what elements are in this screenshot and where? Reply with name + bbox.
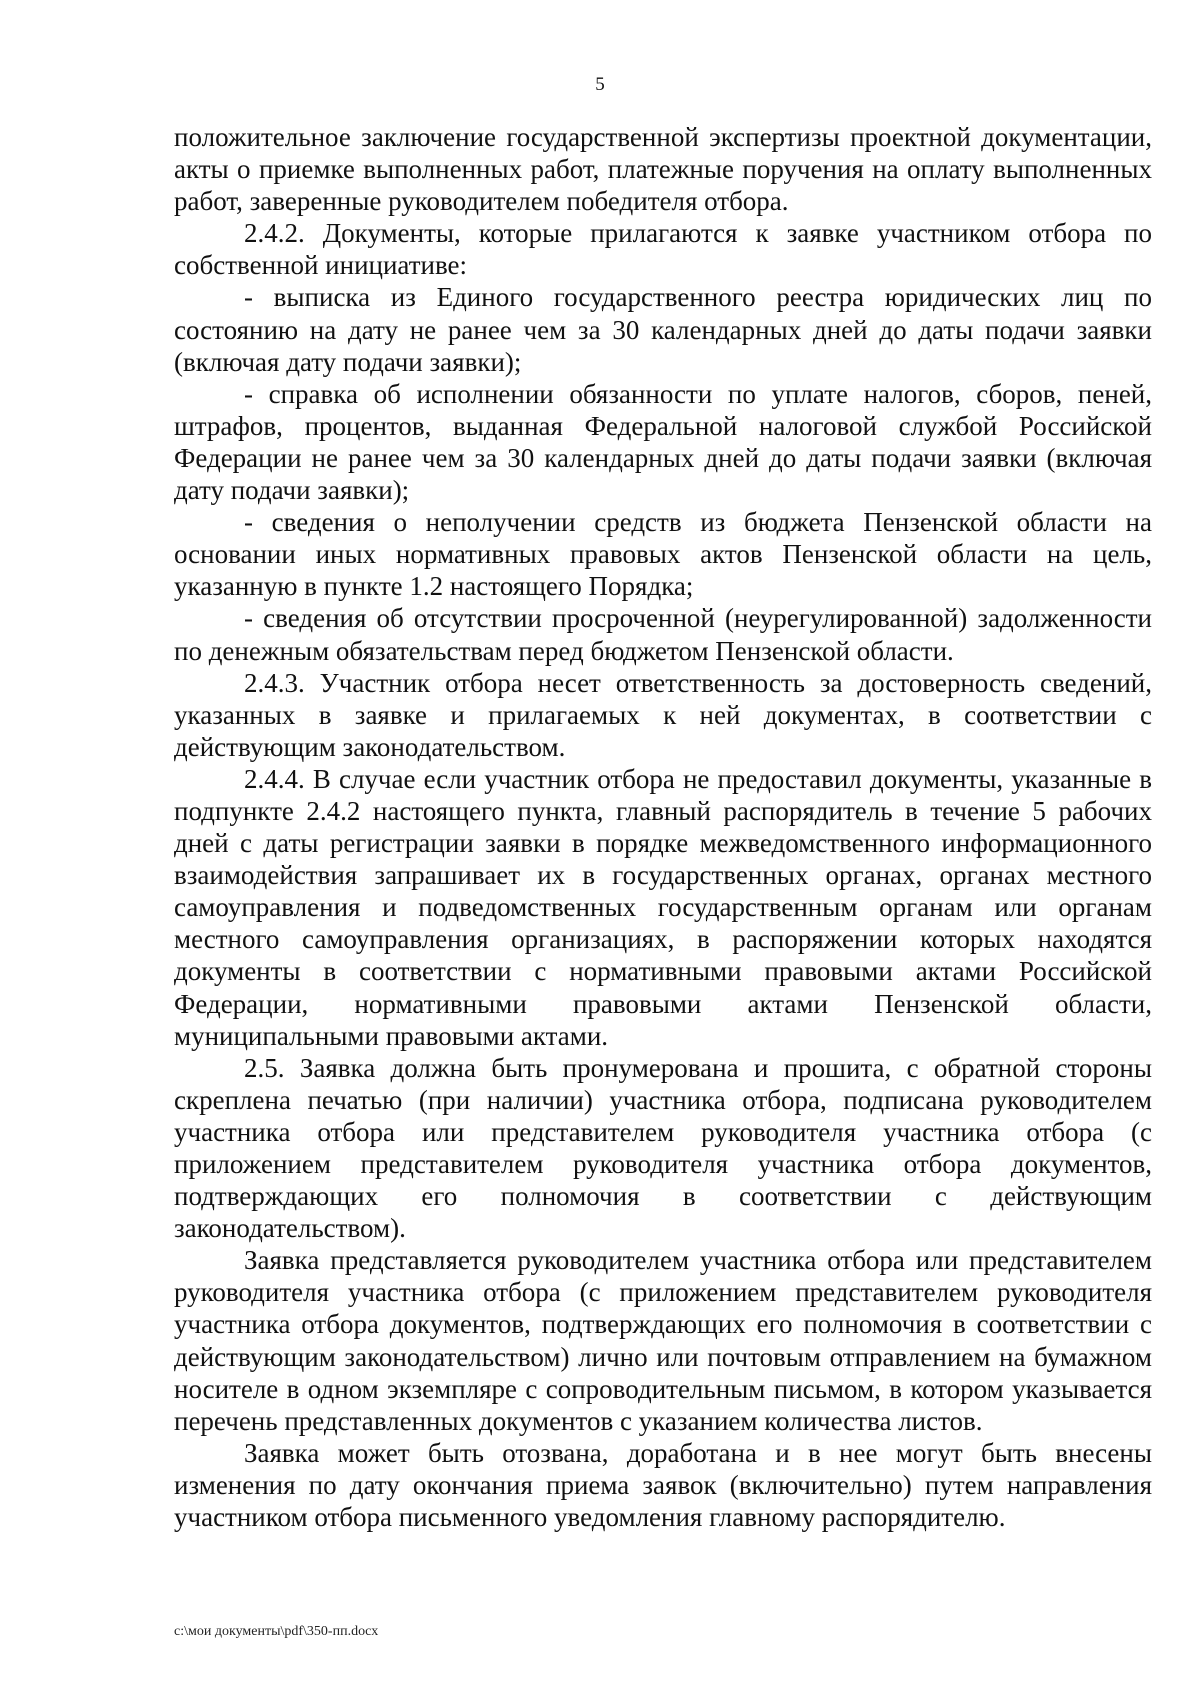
document-body [174,121,1152,1533]
paragraph-continuation: положительное заключение государственной экспертизы проектной документации, акты о приемке выполненных работ, платежные поручения на оплату выполненных работ, заверенные руководителем победителя отбора. [174,122,1152,217]
list-item-debt-info: - сведения об отсутствии просроченной (неурегулированной) задолженности по денежным обязательствам перед бюджетом Пензенской области. [174,603,1152,666]
file-path-footer: c:\мои документы\pdf\350-пп.docx [174,1624,379,1639]
paragraph-2-5: 2.5. Заявка должна быть пронумерована и прошита, с обратной стороны скреплена печатью (при наличии) участника отбора, подписана руководителем участника отбора или представителем руководителя участника отбора (с приложением представителем руководителя участника отбора документов, подтверждающих его полномочия в соответствии с действующим законодательством). [174,1052,1152,1244]
list-item-tax-certificate: - справка об исполнении обязанности по уплате налогов, сборов, пеней, штрафов, процентов, выданная Федеральной налоговой службой Российской Федерации не ранее чем за 30 календарных дней до даты подачи заявки (включая дату подачи заявки); [174,378,1152,506]
paragraph-2-4-3: 2.4.3. Участник отбора несет ответственность за достоверность сведений, указанных в заявке и прилагаемых к ней документах, в соответствии с действующим законодательством. [174,667,1152,762]
page-number: 5 [595,74,605,95]
paragraph-2-4-4: 2.4.4. В случае если участник отбора не предоставил документы, указанные в подпункте 2.4.2 настоящего пункта, главный распорядитель в течение 5 рабочих дней с даты регистрации заявки в порядке межведомственного информационного взаимодействия запрашивает их в государственных органах, органах местного самоуправления и подведомственных государственным органам или органам местного самоуправления организациях, в распоряжении которых находятся документы в соответствии с нормативными правовыми актами Российской Федерации, нормативными правовыми актами Пензенской области, муниципальными правовыми актами. [174,763,1152,1051]
list-item-extract-egrul: - выписка из Единого государственного реестра юридических лиц по состоянию на дату не ранее чем за 30 календарных дней до даты подачи заявки (включая дату подачи заявки); [174,282,1152,377]
paragraph-2-4-2: 2.4.2. Документы, которые прилагаются к заявке участником отбора по собственной инициативе: [174,218,1152,281]
list-item-budget-info: - сведения о неполучении средств из бюджета Пензенской области на основании иных нормативных правовых актов Пензенской области на цель, указанную в пункте 1.2 настоящего Порядка; [174,507,1152,602]
paragraph-withdrawal: Заявка может быть отозвана, доработана и в нее могут быть внесены изменения по дату окончания приема заявок (включительно) путем направления участником отбора письменного уведомления главному распорядителю. [174,1437,1152,1533]
paragraph-submission: Заявка представляется руководителем участника отбора или представителем руководителя участника отбора (с приложением представителем руководителя участника отбора документов, подтверждающих его полномочия в соответствии с действующим законодательством) лично или почтовым отправлением на бумажном носителе в одном экземпляре с сопроводительным письмом, в котором указывается перечень представленных документов с указанием количества листов. [174,1245,1152,1436]
